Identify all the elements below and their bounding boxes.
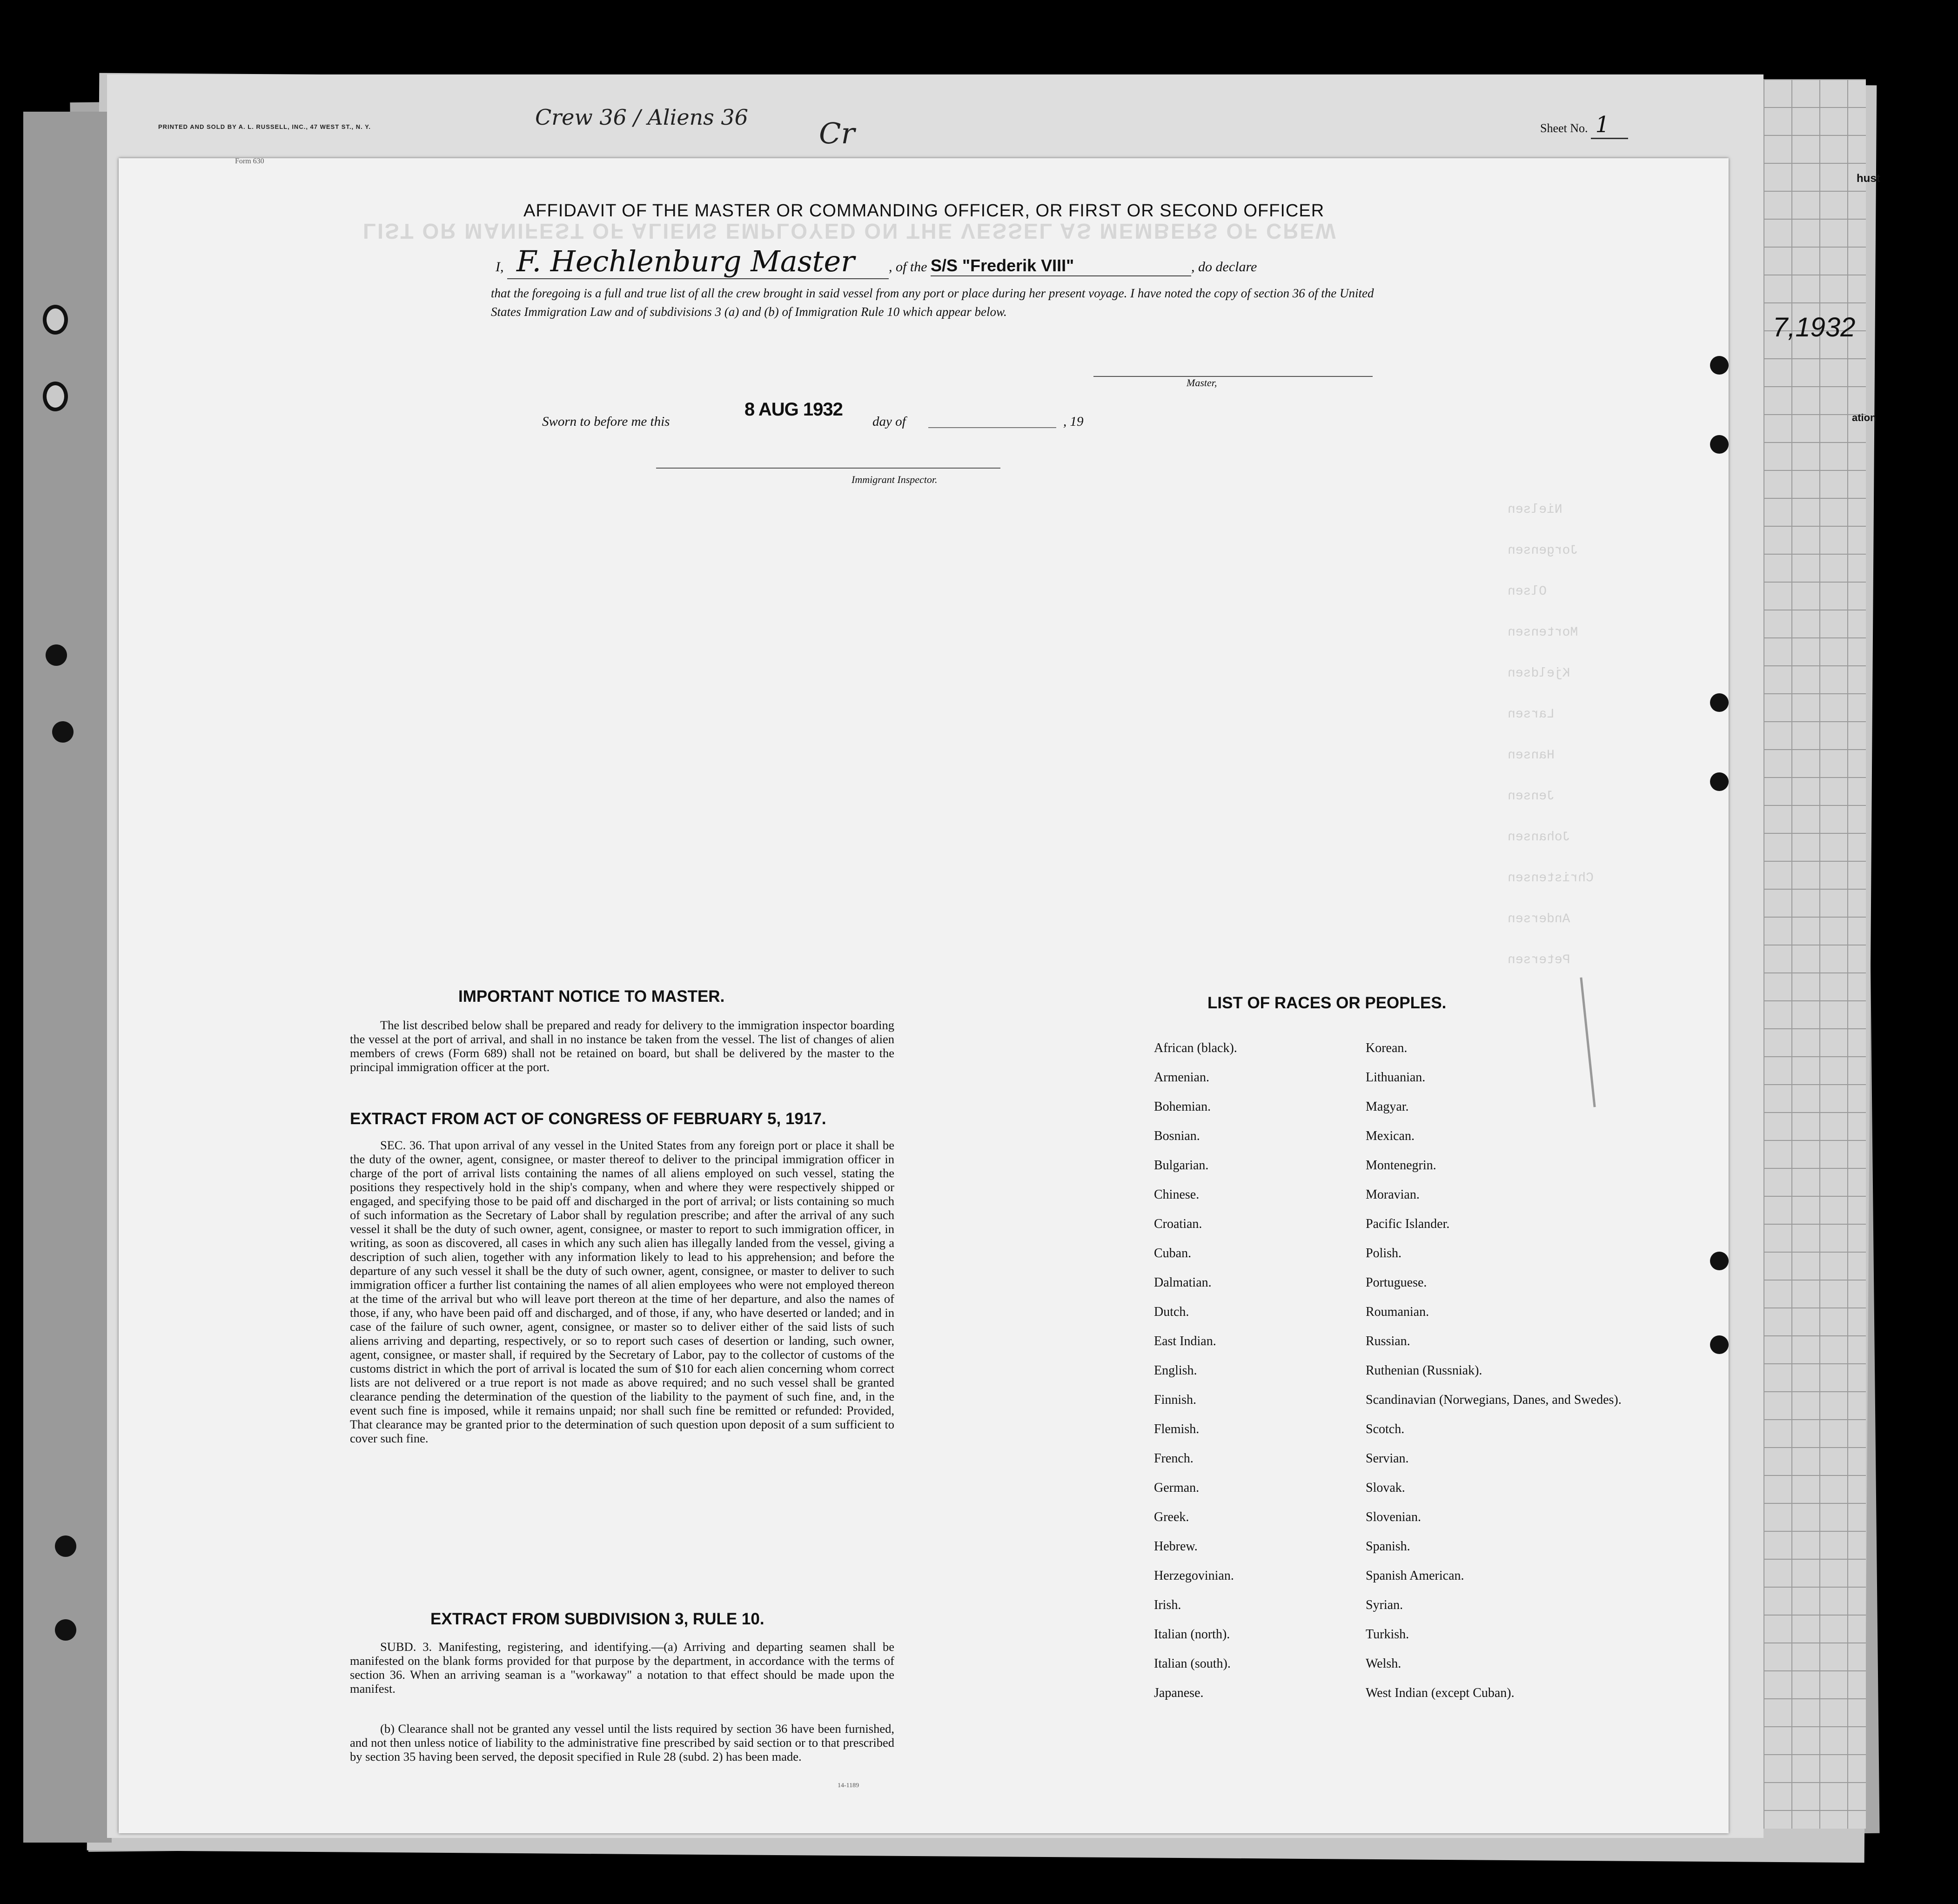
race-item: Bulgarian. — [1154, 1158, 1209, 1173]
cr-mark: Cr — [819, 116, 855, 150]
ghost-row: Kjeldsen — [1508, 666, 1570, 681]
rule-subd-a: SUBD. 3. Manifesting, registering, and identifying.—(a) Arriving and departing seamen shall be manifested on the blank forms provided for that purpose by the department, in accordance with the terms of section 36. When an arriving seaman is a "workaway" a notation to that effect should be made upon the manifest. — [350, 1640, 894, 1696]
race-item: Chinese. — [1154, 1187, 1200, 1202]
binder-strip — [23, 112, 112, 1843]
race-item: Bohemian. — [1154, 1099, 1211, 1114]
sheet-value: 1 — [1591, 112, 1629, 139]
race-item: Spanish American. — [1366, 1569, 1464, 1583]
rule-subd-b: (b) Clearance shall not be granted any vessel until the lists required by section 36 have been furnished, and not then unless notice of liability to the administrative fine prescribed by said section or to that prescribed by section 35 having been served, the deposit specified in Rule 28 (subd. 2) has been made. — [350, 1722, 894, 1763]
rule-extract-heading: EXTRACT FROM SUBDIVISION 3, RULE 10. — [430, 1610, 764, 1628]
races-list-right — [1366, 1041, 1626, 1716]
races-list-left — [1154, 1041, 1349, 1716]
ghost-row: Jensen — [1508, 789, 1555, 804]
declaration-body: that the foregoing is a full and true list of all the crew brought in said vessel from any port or place during her present voyage. I have noted the copy of section 36 of the United States Immigration Law and of subdivisions 3 (a) and (b) of Immigration Rule 10 which appear below. — [491, 286, 1374, 319]
race-item: French. — [1154, 1451, 1194, 1466]
race-item: Dutch. — [1154, 1305, 1189, 1319]
race-item: Finnish. — [1154, 1393, 1197, 1407]
race-item: English. — [1154, 1363, 1197, 1378]
ghost-row: Johansen — [1508, 830, 1570, 845]
race-item: Croatian. — [1154, 1217, 1202, 1231]
race-item: Magyar. — [1366, 1099, 1409, 1114]
sheet-label: Sheet No. — [1540, 121, 1588, 135]
ghost-row: Christensen — [1508, 871, 1594, 885]
inspector-label: Immigrant Inspector. — [852, 474, 938, 485]
race-item: Bosnian. — [1154, 1129, 1200, 1143]
races-heading: LIST OF RACES OR PEOPLES. — [1207, 994, 1447, 1012]
ghost-row: Petersen — [1508, 953, 1570, 967]
race-item: Roumanian. — [1366, 1305, 1429, 1319]
race-item: Moravian. — [1366, 1187, 1420, 1202]
race-item: Japanese. — [1154, 1686, 1204, 1700]
race-item: Montenegrin. — [1366, 1158, 1436, 1173]
race-item: Ruthenian (Russniak). — [1366, 1363, 1482, 1378]
race-item: Turkish. — [1366, 1627, 1409, 1642]
punch-hole-icon — [55, 1535, 76, 1557]
race-item: Italian (south). — [1154, 1656, 1231, 1671]
race-item: Flemish. — [1154, 1422, 1200, 1436]
notice-heading: IMPORTANT NOTICE TO MASTER. — [458, 987, 725, 1006]
printer-line: PRINTED AND SOLD BY A. L. RUSSELL, INC., 47 WEST ST., N. Y. — [158, 123, 371, 130]
binder-ring-icon — [43, 382, 68, 411]
form-number: Form 630 — [235, 157, 264, 165]
sheet-number — [1540, 112, 1628, 138]
punch-hole-icon — [1710, 435, 1729, 454]
race-item: Pacific Islander. — [1366, 1217, 1450, 1231]
year-prefix: , 19 — [1063, 414, 1084, 429]
punch-hole-icon — [1710, 1335, 1729, 1354]
crew-count-note: Crew 36 / Aliens 36 — [535, 105, 748, 130]
binder-ring-icon — [43, 305, 68, 335]
race-item: Welsh. — [1366, 1656, 1401, 1671]
ghost-row: Mortensen — [1508, 625, 1578, 640]
affidavit-title: AFFIDAVIT OF THE MASTER OR COMMANDING OFFICER, OR FIRST OR SECOND OFFICER — [523, 201, 1325, 221]
do-declare-label: , do declare — [1191, 259, 1257, 275]
master-label: Master, — [1187, 377, 1217, 389]
race-item: Greek. — [1154, 1510, 1189, 1524]
race-item: Korean. — [1366, 1041, 1408, 1055]
race-item: Slovenian. — [1366, 1510, 1421, 1524]
act-extract-heading: EXTRACT FROM ACT OF CONGRESS OF FEBRUARY 5, 1917. — [350, 1110, 826, 1128]
right-tab-date: 7,1932 — [1773, 312, 1856, 342]
race-item: West Indian (except Cuban). — [1366, 1686, 1515, 1700]
inspector-signature-line — [656, 468, 1000, 469]
race-item: Cuban. — [1154, 1246, 1192, 1260]
race-item: Mexican. — [1366, 1129, 1415, 1143]
race-item: Servian. — [1366, 1451, 1409, 1466]
race-item: Lithuanian. — [1366, 1070, 1426, 1085]
master-signature-line — [1093, 376, 1373, 377]
race-item: Polish. — [1366, 1246, 1402, 1260]
ghost-row: Larsen — [1508, 707, 1555, 722]
race-item: Italian (north). — [1154, 1627, 1230, 1642]
punch-hole-icon — [46, 644, 67, 666]
race-item: Syrian. — [1366, 1598, 1403, 1612]
sworn-label: Sworn to before me this — [542, 414, 670, 429]
ghost-manifest-title: LIST OR MANIFEST OF ALIENS EMPLOYED ON THE VESSEL AS MEMBERS OF CREW — [363, 219, 1337, 243]
race-item: Spanish. — [1366, 1539, 1410, 1554]
race-item: Slovak. — [1366, 1481, 1405, 1495]
ghost-row: Hansen — [1508, 748, 1555, 763]
ghost-row: Olsen — [1508, 584, 1547, 599]
race-item: Armenian. — [1154, 1070, 1209, 1085]
ghost-row: Jorgensen — [1508, 543, 1578, 558]
right-tab-text: hust — [1857, 172, 1880, 185]
race-item: Russian. — [1366, 1334, 1410, 1348]
race-item: Scandinavian (Norwegians, Danes, and Swedes). — [1366, 1393, 1622, 1407]
race-item: Dalmatian. — [1154, 1275, 1212, 1290]
race-item: Hebrew. — [1154, 1539, 1198, 1554]
footer-code: 14-1189 — [838, 1782, 859, 1789]
day-of-label: day of — [872, 414, 906, 429]
punch-hole-icon — [1710, 693, 1729, 712]
race-item: Irish. — [1154, 1598, 1181, 1612]
notice-text: The list described below shall be prepared and ready for delivery to the immigration inspector boarding the vessel at the port of arrival, and shall in no instance be taken from the vessel. The list of changes of alien members of crews (Form 689) shall not be retained on board, but shall be delivered by the master to the principal immigration officer at the port. — [350, 1018, 894, 1074]
race-item: African (black). — [1154, 1041, 1237, 1055]
date-stamp: 8 AUG 1932 — [744, 399, 843, 420]
punch-hole-icon — [1710, 1252, 1729, 1270]
day-line — [928, 427, 1056, 428]
of-the-label: , of the — [889, 259, 927, 275]
act-extract-text: SEC. 36. That upon arrival of any vessel in the United States from any foreign port or place it shall be the duty of the owner, agent, consignee, or master thereof to deliver to the principal immigration officer in charge of the port of arrival lists containing the names of all aliens employed on such vessel, stating the positions they respectively hold in the ship's company, when and where they were respectively shipped or engaged, and specifying those to be paid off and discharged in the port of arrival; or lists containing so much of such information as the Secretary of Labor shall by regulation prescribe; and after the arrival of any such vessel it shall be the duty of such owner, agent, consignee, or master to report to such immigration officer, in writing, as soon as discovered, all cases in which any such alien has illegally landed from the vessel, giving a description of such alien, together with any information likely to lead to his apprehension; and before the departure of any such vessel it shall be the duty of such owner, agent, consignee, or master to deliver to such immigration officer a further list containing the names of all alien employees who were not employed thereon at the time of the arrival but who will leave port thereon at the time of her departure, and also the names of those, if any, who have been paid off and discharged, and of those, if any, who have deserted or landed; and in case of the failure of such owner, agent, consignee, or master so to deliver either of the said lists of such aliens arriving and departing, respectively, or so to report such cases of desertion or landing, such owner, agent, consignee, or master shall, if required by the Secretary of Labor, pay to the collector of customs of the customs district in which the port of arrival is located the sum of $10 for each alien concerning whom correct lists are not delivered or a true report is not made as above required; and no such vessel shall be granted clearance pending the determination of the question of the liability to the payment of such fine, and, in the event such fine is imposed, while it remains unpaid; nor shall such fine be remitted or refunded: Provided, That clearance may be granted prior to the determination of such question upon deposit of a sum sufficient to cover such fine. — [350, 1138, 894, 1445]
race-item: German. — [1154, 1481, 1200, 1495]
ghost-row: Andersen — [1508, 912, 1570, 926]
race-item: Portuguese. — [1366, 1275, 1427, 1290]
declaration-prefix: I, — [496, 259, 504, 275]
declaration-line — [496, 244, 1257, 279]
master-signature: F. Hechlenburg Master — [507, 244, 889, 279]
right-tab-label: ation — [1852, 412, 1877, 423]
ghost-row: Nielsen — [1508, 503, 1562, 517]
vessel-name: S/S "Frederik VIII" — [931, 256, 1191, 276]
race-item: Scotch. — [1366, 1422, 1405, 1436]
punch-hole-icon — [52, 721, 74, 743]
race-item: Herzegovinian. — [1154, 1569, 1234, 1583]
punch-hole-icon — [1710, 356, 1729, 375]
punch-hole-icon — [1710, 772, 1729, 791]
race-item: East Indian. — [1154, 1334, 1216, 1348]
punch-hole-icon — [55, 1619, 76, 1641]
